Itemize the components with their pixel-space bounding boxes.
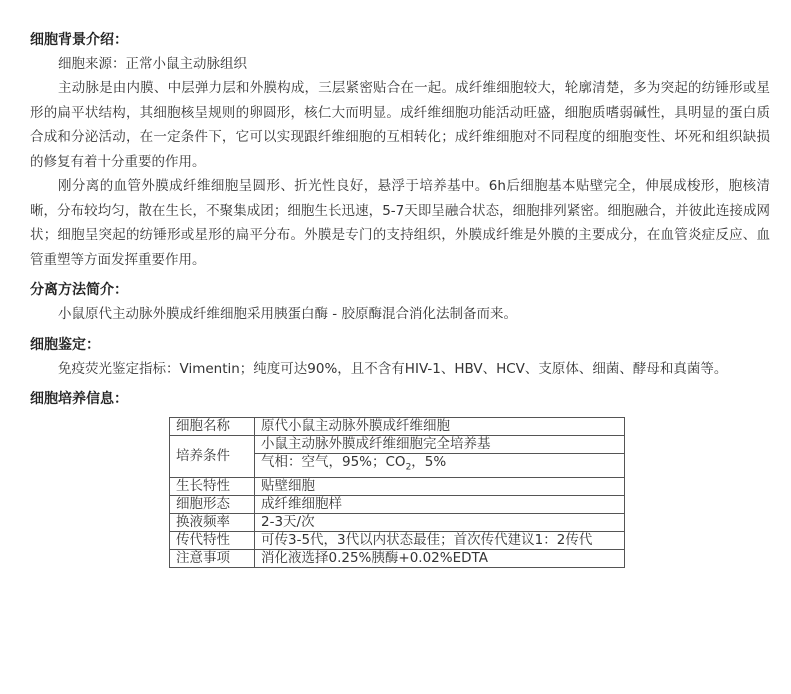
culture-heading: 细胞培养信息： (30, 391, 128, 407)
gas-subscript: 2 (405, 462, 412, 473)
gas-suffix: ，5% (411, 454, 447, 470)
gas-prefix: 气相：空气，95%；CO (261, 454, 406, 470)
isolation-heading: 分离方法简介： (30, 282, 128, 298)
background-paragraph-2: 刚分离的血管外膜成纤维细胞呈圆形、折光性良好，悬浮于培养基中。6h后细胞基本贴壁完全，伸展成梭形，胞核清晰，分布较均匀，散在生长，不聚集成团；细胞生长迅速，5-7天即呈融合状态，细胞排列紧密。细胞融合，并彼此连接成网状；细胞呈突起的纺锤形或星形的扁平分布。外膜是专门的支持组织，外膜成纤维是外膜的主要成分，在血管炎症反应、血管重塑等方面发挥重要作用。 (30, 178, 770, 268)
document-body (30, 28, 770, 568)
row-label-condition: 培养条件 (170, 436, 255, 478)
row-label-frequency: 换液频率 (170, 513, 255, 531)
isolation-text: 小鼠原代主动脉外膜成纤维细胞采用胰蛋白酶 - 胶原酶混合消化法制备而来。 (58, 306, 517, 322)
row-value-growth: 贴壁细胞 (255, 477, 625, 495)
row-label-passage: 传代特性 (170, 531, 255, 549)
row-value-frequency: 2-3天/次 (255, 513, 625, 531)
table-row (170, 549, 625, 567)
table-row (170, 477, 625, 495)
background-heading: 细胞背景介绍： (30, 32, 128, 48)
table-row (170, 436, 625, 454)
background-paragraph-1: 主动脉是由内膜、中层弹力层和外膜构成，三层紧密贴合在一起。成纤维细胞较大，轮廓清楚，多为突起的纺锤形或星形的扁平状结构，其细胞核呈规则的卵圆形，核仁大而明显。成纤维细胞功能活动旺盛，细胞质嗜弱碱性，具明显的蛋白质合成和分泌活动，在一定条件下，它可以实现跟纤维细胞的互相转化；成纤维细胞对不同程度的细胞变性、坏死和组织缺损的修复有着十分重要的作用。 (30, 80, 770, 170)
table-row (170, 513, 625, 531)
identification-heading: 细胞鉴定： (30, 336, 100, 353)
row-label-morphology: 细胞形态 (170, 495, 255, 513)
row-value-passage: 可传3-5代，3代以内状态最佳；首次传代建议1：2传代 (255, 531, 625, 549)
row-value-gas (255, 454, 625, 478)
row-value-name: 原代小鼠主动脉外膜成纤维细胞 (255, 418, 625, 436)
culture-info-table (169, 417, 625, 568)
cell-source-line (30, 52, 770, 76)
identification-text: 免疫荧光鉴定指标：Vimentin；纯度可达90%，且不含有HIV-1、HBV、HCV、支原体、细菌、酵母和真菌等。 (58, 360, 728, 377)
row-label-growth: 生长特性 (170, 477, 255, 495)
row-value-medium: 小鼠主动脉外膜成纤维细胞完全培养基 (255, 436, 625, 454)
row-label-name: 细胞名称 (170, 418, 255, 436)
table-row (170, 418, 625, 436)
row-value-morphology: 成纤维细胞样 (255, 495, 625, 513)
row-label-notes: 注意事项 (170, 549, 255, 567)
row-value-notes: 消化液选择0.25%胰酶+0.02%EDTA (255, 549, 625, 567)
table-row (170, 495, 625, 513)
table-row (170, 531, 625, 549)
cell-source-label: 细胞来源： (58, 56, 126, 72)
cell-source-value: 正常小鼠主动脉组织 (125, 56, 247, 72)
